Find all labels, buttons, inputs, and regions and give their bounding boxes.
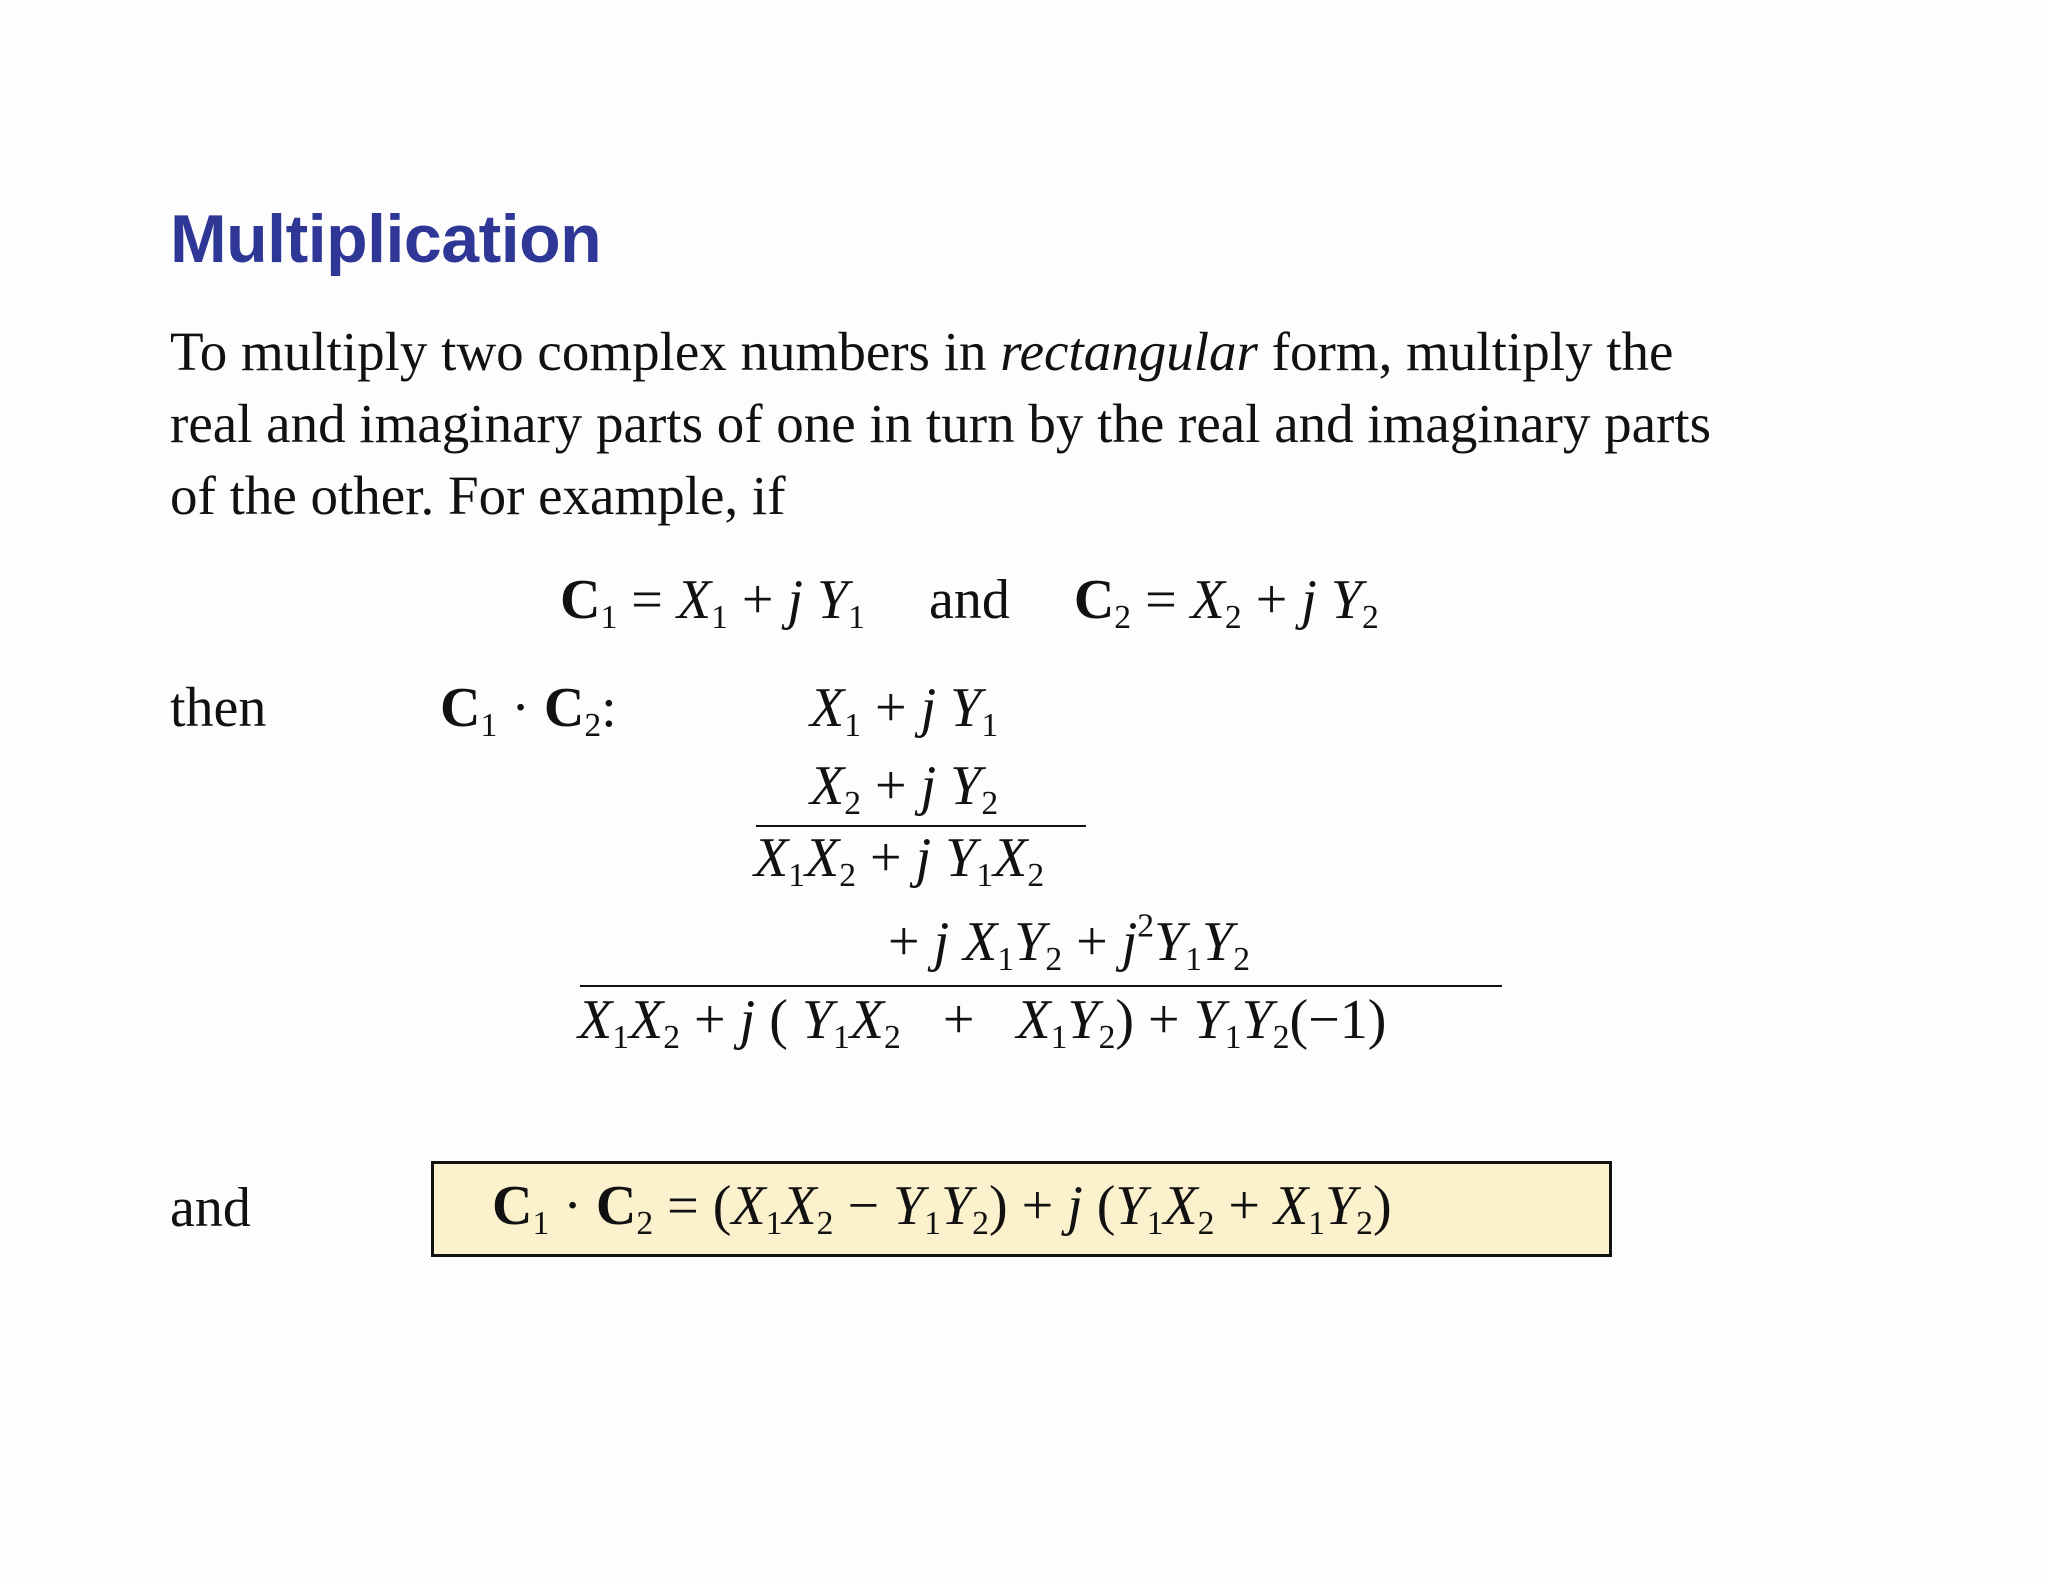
intro-line-1 xyxy=(170,316,1876,388)
c1-symbol: C xyxy=(560,569,601,631)
c2-symbol: C xyxy=(1073,569,1115,631)
intro-text-italic: rectangular xyxy=(1000,321,1258,382)
work-row-4: + j $X_1Y_2 + j^2Y_1Y_2$ xyxy=(888,907,1250,979)
intro-text-b: form, multiply the xyxy=(1257,321,1674,382)
product-label: $C_1 \cdot C_2$: xyxy=(440,677,617,745)
and-label: and xyxy=(170,1177,251,1239)
product-colon: : xyxy=(601,677,617,739)
intro-text-a: To multiply two complex numbers in xyxy=(170,321,1001,382)
intro-paragraph xyxy=(170,316,1876,532)
result-equation: $C_1 \cdot C_2 = (X_1X_2 - Y_1Y_2) + j$ $(Y_1X_2 + X_1Y_2)$ xyxy=(492,1175,1392,1243)
result-inner-plus: + xyxy=(1214,1175,1274,1237)
result-c2: C xyxy=(595,1175,637,1237)
then-label: then xyxy=(170,677,267,739)
result-dot: · xyxy=(549,1175,596,1237)
product-dot: · xyxy=(497,677,544,739)
work-row-1: $X_1 + j$ $Y_1$ xyxy=(810,677,999,745)
definition-equation: $C_1 = X_1 + j$ $Y_1$ and $C_2 = X_2 + j$ $Y_2$ xyxy=(560,569,1379,637)
result-equals: = xyxy=(653,1175,713,1237)
result-plus: + xyxy=(1007,1175,1068,1237)
result-minus: − xyxy=(833,1175,894,1237)
intro-line-3: of the other. For example, if xyxy=(170,465,786,526)
work-result-row: $X_1X_2 + j$ ( $Y_1X_2$ + $X_1Y_2) + Y_1Y_2(-1)$ xyxy=(578,989,1387,1057)
intro-line-2: real and imaginary parts of one in turn by the real and imaginary parts xyxy=(170,393,1711,454)
product-c2: C xyxy=(543,677,585,739)
result-c1: C xyxy=(492,1175,533,1237)
and-connector: and xyxy=(928,569,1010,631)
product-c1: C xyxy=(440,677,481,739)
work-divider-2 xyxy=(580,985,1502,987)
work-row-3: $X_1X_2 + j$ $Y_1X_2$ xyxy=(754,827,1045,895)
work-row-2: $X_2 + j$ $Y_2$ xyxy=(810,755,999,823)
page-title: Multiplication xyxy=(170,201,602,277)
intro-line-1-text xyxy=(170,316,1673,388)
